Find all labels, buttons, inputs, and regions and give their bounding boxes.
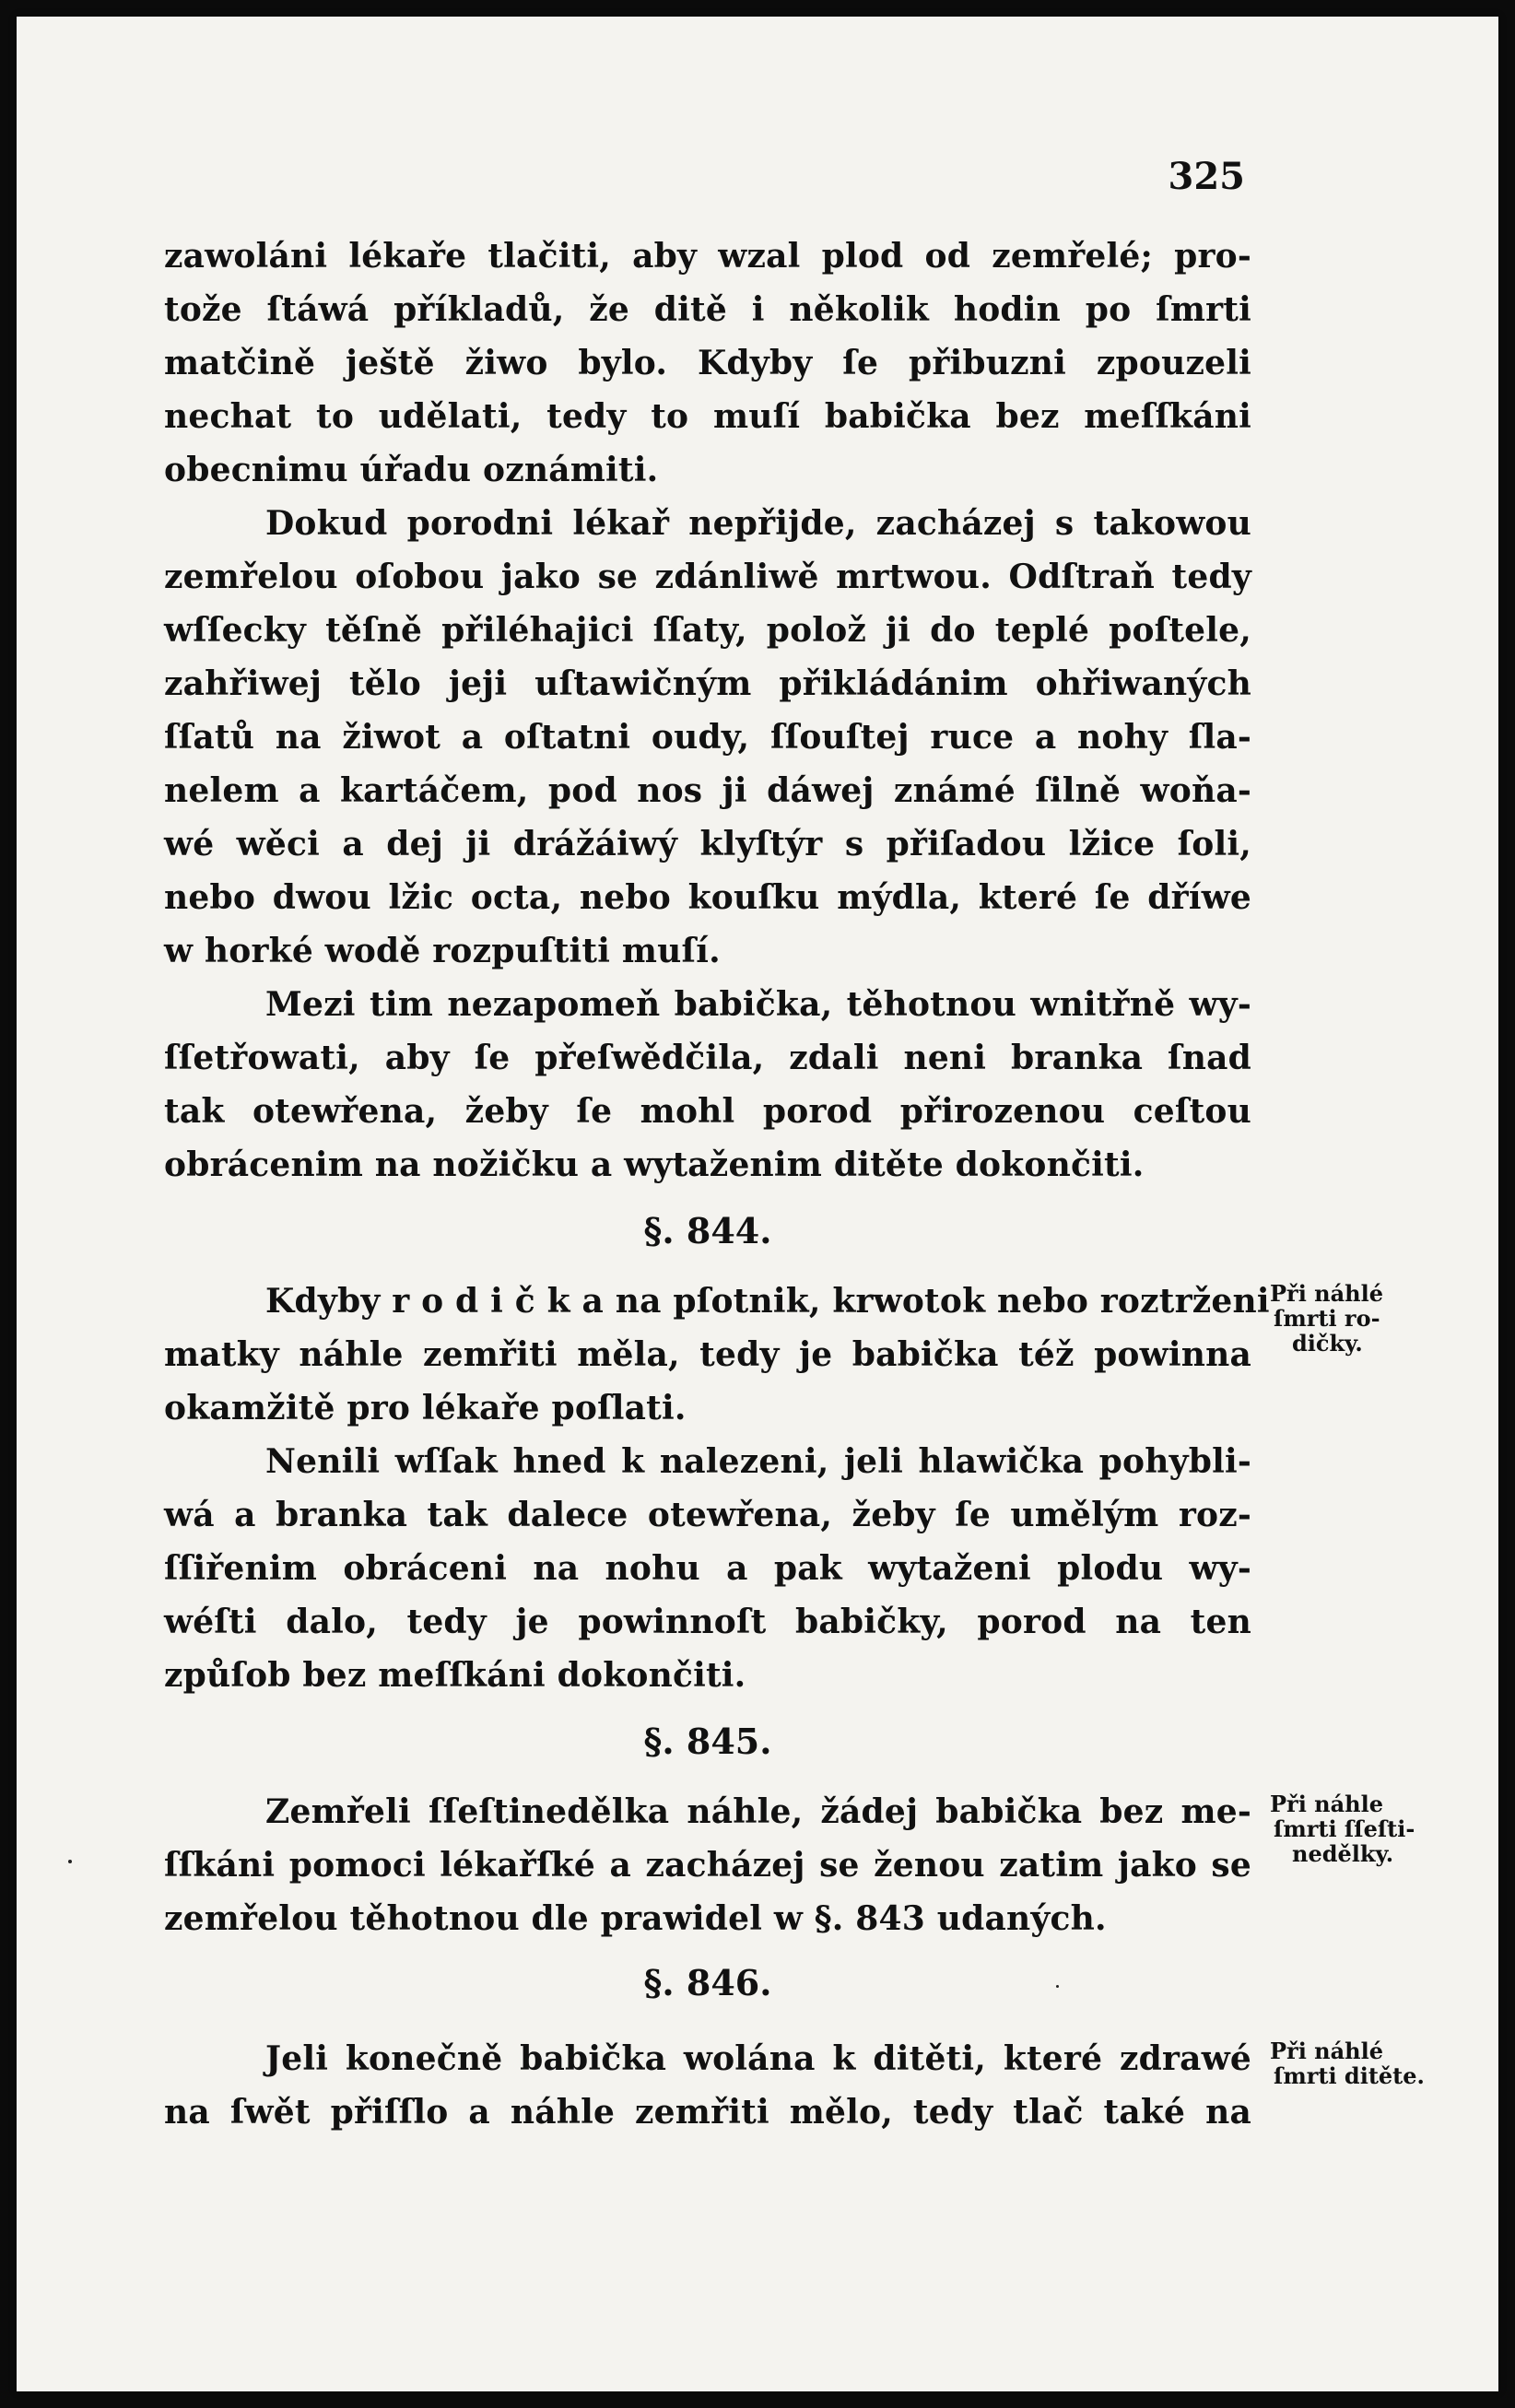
margin-note-844 [1270,1281,1473,1356]
book-page [17,17,1498,2391]
text-line: ſſetřowati, aby ſe přeſwědčila, zdali neni branka ſnad [164,1039,1251,1077]
text-line: tak otewřena, žeby ſe mohl porod přirozenou ceſtou [164,1092,1251,1131]
text-line: wſſecky těſně přiléhajici ſſaty, polož ji do teplé poſtele, [164,611,1251,650]
text-line: Mezi tim nezapomeň babička, těhotnou wnitřně wy- [265,985,1251,1024]
section-heading-845: §. 845. [643,1721,772,1762]
text-line: tože ſtáwá příkladů, že ditě i několik hodin po ſmrti [164,290,1251,329]
text-line: wéſti dalo, tedy je powinnoſt babičky, porod na ten [164,1603,1251,1641]
margin-note-line: ſmrti ditěte. [1274,2062,1425,2089]
text-line: Zemřeli ſſeſtinedělka náhle, žádej babička bez me- [265,1792,1251,1831]
text-line: w horké wodě rozpuſtiti muſí. [164,932,721,970]
margin-note-line: Při náhlé [1270,1280,1383,1307]
text-line: ſſatů na žiwot a oſtatni oudy, ſſouſtej ruce a nohy ſla- [164,718,1251,757]
text-line: matčině ještě žiwo bylo. Kdyby ſe přibuzni zpouzeli [164,344,1251,382]
text-line: nelem a kartáčem, pod nos ji dáwej známé ſilně woňa- [164,771,1251,810]
text-line: Jeli konečně babička wolána k ditěti, které zdrawé [265,2039,1251,2078]
text-line: zemřelou oſobou jako se zdánliwě mrtwou. Odſtraň tedy [164,558,1251,596]
text-line: wá a branka tak dalece otewřena, žeby ſe umělým roz- [164,1496,1251,1534]
text-line: způſob bez meſſkáni dokončiti. [164,1656,746,1695]
margin-note-line: dičky. [1292,1330,1363,1357]
text-line: obecnimu úřadu oznámiti. [164,451,659,489]
text-line: ſſkáni pomoci lékařſké a zacházej se ženou zatim jako se [164,1846,1251,1885]
text-line: okamžitě pro lékaře poſlati. [164,1389,687,1427]
text-line: Dokud porodni lékař nepřijde, zacházej s takowou [265,504,1251,543]
text-line: nechat to udělati, tedy to muſí babička bez meſſkáni [164,397,1251,436]
section-heading-846: §. 846. [643,1962,772,2003]
margin-note-846 [1270,2038,1473,2088]
margin-note-845 [1270,1791,1473,1866]
text-line: nebo dwou lžic octa, nebo kouſku mýdla, které ſe dříwe [164,878,1251,917]
text-line: zawoláni lékaře tlačiti, aby wzal plod od zemřelé; pro- [164,237,1251,276]
ink-speck [1056,1985,1059,1988]
margin-note-line: Při náhle [1270,1791,1383,1817]
text-line: na ſwět přiſſlo a náhle zemřiti mělo, tedy tlač také na [164,2093,1251,2132]
text-line: wé wěci a dej ji drážáiwý klyſtýr s přiſadou lžice ſoli, [164,825,1251,863]
margin-note-line: ſmrti ſſeſti- [1274,1815,1415,1842]
text-line: obrácenim na nožičku a wytaženim ditěte dokončiti. [164,1145,1145,1184]
section-heading-844: §. 844. [643,1210,772,1251]
text-line: ſſiřenim obráceni na nohu a pak wytaženi plodu wy- [164,1549,1251,1588]
ink-speck [68,1860,72,1863]
margin-note-line: nedělky. [1292,1840,1394,1867]
margin-note-line: Při náhlé [1270,2038,1383,2064]
text-line: Nenili wſſak hned k nalezeni, jeli hlawička pohybli- [265,1442,1251,1481]
text-line: zahřiwej tělo jeji uſtawičným přikládánim ohřiwaných [164,664,1251,703]
margin-note-line: ſmrti ro- [1274,1305,1380,1332]
page-number: 325 [1168,155,1245,198]
text-line: Kdyby r o d i č k a na pſotnik, krwotok nebo roztrženi [265,1282,1270,1321]
text-line: matky náhle zemřiti měla, tedy je babička též powinna [164,1335,1251,1374]
text-line: zemřelou těhotnou dle prawidel w §. 843 udaných. [164,1899,1107,1938]
